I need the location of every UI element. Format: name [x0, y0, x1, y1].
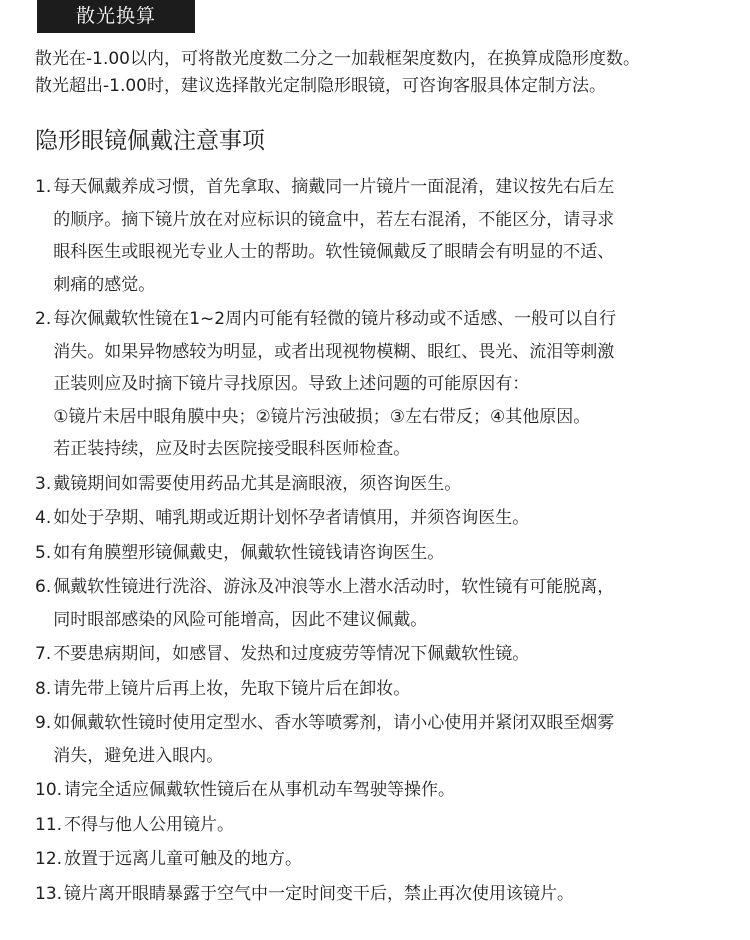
- precaution-item: [35, 571, 715, 636]
- precaution-item: [35, 878, 715, 911]
- precaution-text: [53, 468, 715, 501]
- precaution-item: [35, 774, 715, 807]
- precaution-item: [35, 843, 715, 876]
- precautions-list: [35, 171, 715, 912]
- precaution-text-line: 每天佩戴养成习惯，首先拿取、摘戴同一片镜片一面混淆，建议按先右后左: [53, 177, 615, 197]
- precaution-text: [53, 571, 715, 636]
- precaution-item: [35, 673, 715, 706]
- precaution-text-line: 每次佩戴软性镜在1~2周内可能有轻微的镜片移动或不适感、一般可以自行: [53, 309, 617, 329]
- precaution-number: 3.: [35, 473, 52, 494]
- precaution-text-line: 眼科医生或眼视光专业人士的帮助。软性镜佩戴反了眼睛会有明显的不适、: [53, 242, 615, 262]
- precaution-text-line: 刺痛的感觉。: [53, 274, 156, 295]
- precaution-text-line: 如有角膜塑形镜佩戴史，佩戴软性镜钱请咨询医生。: [53, 542, 445, 563]
- precaution-text-line: 若正装持续，应及时去医院接受眼科医师检查。: [53, 439, 411, 459]
- precaution-number: 6.: [35, 577, 52, 597]
- precaution-item: [35, 171, 715, 301]
- precaution-number: 11.: [35, 814, 63, 835]
- precaution-text-line: 戴镜期间如需要使用药品尤其是滴眼液，须咨询医生。: [53, 473, 462, 494]
- precaution-text-line: 不要患病期间，如感冒、发热和过度疲劳等情况下佩戴软性镜。: [53, 644, 530, 664]
- precaution-number: 8.: [35, 678, 52, 699]
- precaution-text: [53, 707, 715, 772]
- astigmatism-line: 散光在-1.00以内，可将散光度数二分之一加载框架度数内，在换算成隐形度数。: [35, 49, 640, 69]
- precaution-item: [35, 707, 715, 772]
- precaution-item: [35, 303, 715, 466]
- precaution-item: [35, 502, 715, 535]
- precaution-text-line: ①镜片未居中眼角膜中央；②镜片污浊破损；③左右带反；④其他原因。: [53, 406, 591, 427]
- precaution-item: [35, 638, 715, 671]
- precaution-text-line: 请完全适应佩戴软性镜后在从事机动车驾驶等操作。: [64, 780, 456, 800]
- precaution-text-line: 佩戴软性镜进行洗浴、游泳及冲浪等水上潜水活动时，软性镜有可能脱离，: [53, 577, 615, 597]
- precautions-title: 隐形眼镜佩戴注意事项: [35, 128, 265, 154]
- precaution-item: [35, 468, 715, 501]
- precaution-text-line: 消失。如果异物感较为明显，或者出现视物模糊、眼红、畏光、流泪等刺激: [53, 341, 615, 362]
- precaution-text-line: 不得与他人公用镜片。: [64, 814, 235, 835]
- precaution-text-line: 请先带上镜片后再上妆，先取下镜片后在卸妆。: [53, 678, 411, 699]
- precaution-text-line: 同时眼部感染的风险可能增高，因此不建议佩戴。: [53, 609, 428, 630]
- precaution-number: 13.: [35, 883, 63, 904]
- precaution-number: 10.: [35, 780, 63, 800]
- precaution-number: 5.: [35, 542, 52, 563]
- precaution-item: [35, 537, 715, 570]
- precaution-number: 12.: [35, 849, 63, 869]
- precaution-text-line: 消失，避免进入眼内。: [53, 745, 224, 766]
- precaution-number: 9.: [35, 713, 52, 733]
- precaution-text-line: 如佩戴软性镜时使用定型水、香水等喷雾剂，请小心使用并紧闭双眼至烟雾: [53, 713, 615, 733]
- precaution-number: 2.: [35, 309, 52, 329]
- precaution-number: 4.: [35, 508, 52, 528]
- precaution-text-line: 的顺序。摘下镜片放在对应标识的镜盒中，若左右混淆，不能区分，请寻求: [53, 209, 615, 230]
- precaution-text: [64, 774, 715, 807]
- precaution-text: [53, 638, 715, 671]
- precaution-text: [53, 673, 715, 706]
- precaution-number: 1.: [35, 177, 52, 197]
- precaution-text: [53, 171, 715, 301]
- precaution-text: [64, 809, 715, 842]
- precaution-text: [53, 502, 715, 535]
- precaution-number: 7.: [35, 644, 52, 664]
- precaution-text: [64, 843, 715, 876]
- precaution-text: [64, 878, 715, 911]
- precaution-text: [53, 537, 715, 570]
- astigmatism-description: [35, 46, 725, 100]
- precaution-item: [35, 809, 715, 842]
- precaution-text: [53, 303, 715, 466]
- astigmatism-line: 散光超出-1.00时，建议选择散光定制隐形眼镜，可咨询客服具体定制方法。: [35, 76, 606, 96]
- section-badge-astigmatism: 散光换算: [37, 0, 195, 33]
- precaution-text-line: 放置于远离儿童可触及的地方。: [64, 849, 303, 869]
- precaution-text-line: 镜片离开眼睛暴露于空气中一定时间变干后，禁止再次使用该镜片。: [64, 883, 575, 904]
- precaution-text-line: 如处于孕期、哺乳期或近期计划怀孕者请慎用，并须咨询医生。: [53, 508, 530, 528]
- precaution-text-line: 正装则应及时摘下镜片寻找原因。导致上述问题的可能原因有：: [53, 374, 530, 394]
